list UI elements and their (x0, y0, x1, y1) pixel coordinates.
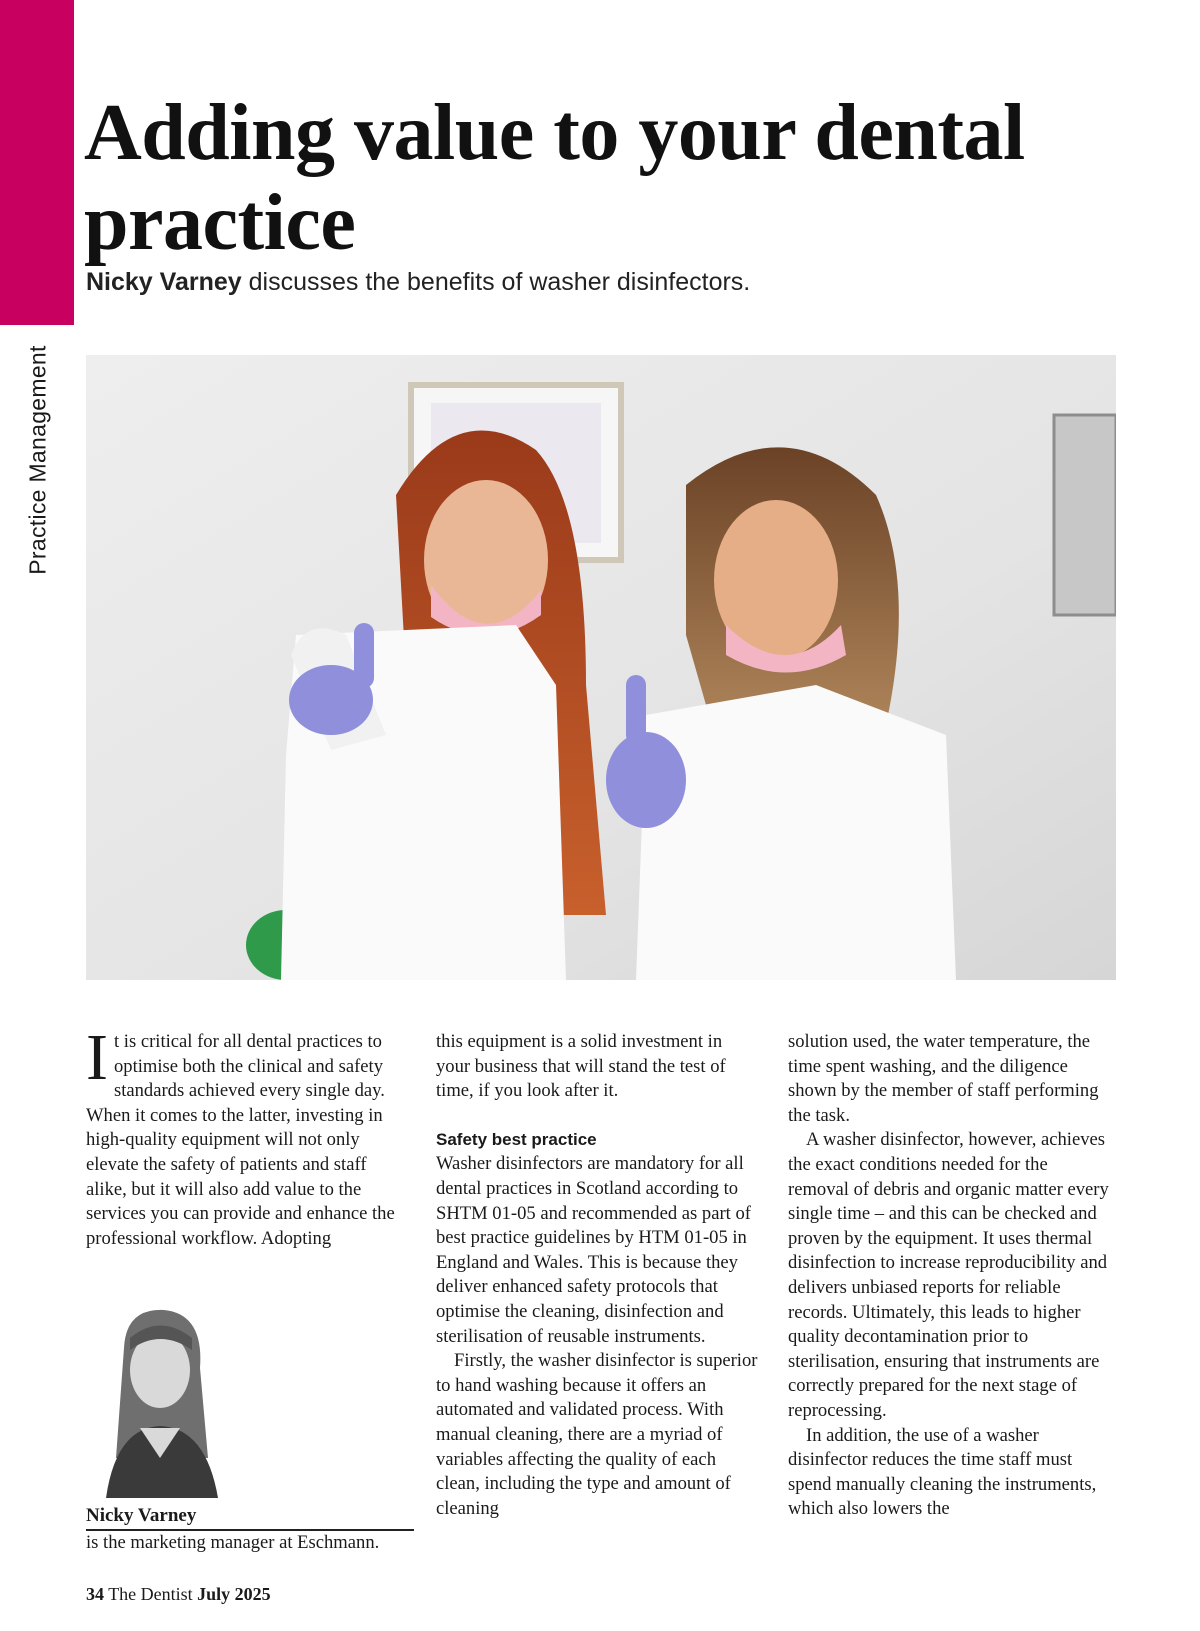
subheading: Safety best practice (436, 1129, 597, 1149)
standfirst (86, 268, 1146, 297)
paragraph: this equipment is a solid investment in your business that will stand the test of time, if you look after it. (436, 1031, 726, 1102)
intro-paragraph: It is critical for all dental practices to optimise both the clinical and safety standards achieved every single day. When it comes to the latter, investing in high-quality equipment will not only elevate the safety of patients and staff alike, but it will also add value to the services you can provide and enhance the professional workflow. Adopting (86, 1021, 395, 1249)
accent-bar (0, 0, 74, 325)
paragraph: A washer disinfector, however, achieves the exact conditions needed for the removal of debris and organic matter every single time – and this can be checked and proven by the equipment. It uses thermal disinfection to increase reproducibility and delivers unbiased reports for reliable records. Ultimately, this leads to higher quality decontamination prior to sterilisation, ensuring that instruments are correctly prepared for the next stage of reprocessing. (788, 1129, 1109, 1421)
issue-date: July 2025 (197, 1584, 271, 1604)
column-1 (86, 1021, 408, 1251)
headline: Adding value to your dental practice (84, 89, 1025, 267)
column-2 (436, 1030, 758, 1521)
paragraph: Washer disinfectors are mandatory for all dental practices in Scotland according to SHTM 01-05 and recommended as part of best practice guidelines by HTM 01-05 in England and Wales. This is because they deliver enhanced safety protocols that optimise the cleaning, disinfection and sterilisation of reusable instruments. (436, 1153, 751, 1347)
column-3 (788, 1030, 1110, 1522)
hero-photo (86, 355, 1116, 980)
section-label: Practice Management (24, 345, 51, 575)
drop-cap: I (86, 1021, 108, 1094)
page-footer (86, 1584, 271, 1605)
author-bio: is the marketing manager at Eschmann. (86, 1532, 380, 1553)
page-number: 34 (86, 1584, 104, 1604)
author-photo (96, 1308, 222, 1498)
paragraph: solution used, the water temperature, the time spent washing, and the diligence shown by the member of staff performing the task. (788, 1031, 1099, 1126)
paragraph: In addition, the use of a washer disinfector reduces the time staff must spend manually cleaning the instruments, which also lowers the (788, 1424, 1097, 1520)
paragraph: Firstly, the washer disinfector is superior to hand washing because it offers an automated and validated process. With manual cleaning, there are a myriad of variables affecting the quality of each clean, including the type and amount of cleaning (436, 1350, 758, 1519)
standfirst-text: discusses the benefits of washer disinfectors. (241, 268, 751, 296)
standfirst-author: Nicky Varney (86, 268, 242, 296)
publication-name: The Dentist (108, 1584, 193, 1604)
author-name: Nicky Varney (86, 1505, 414, 1531)
